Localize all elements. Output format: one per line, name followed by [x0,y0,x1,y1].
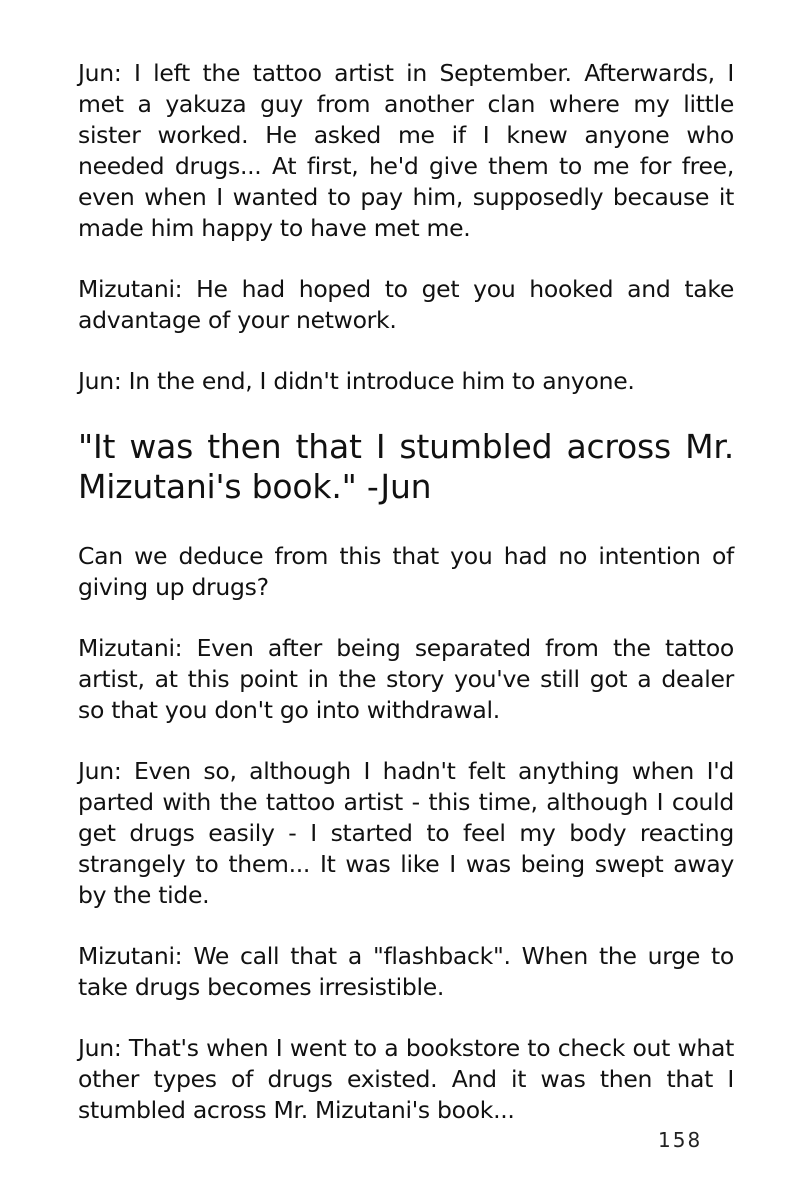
paragraph-jun-tattoo-artist: Jun: I left the tattoo artist in September. Afterwards, I met a yakuza guy from another clan where my little sister worked. He asked me if I knew anyone who needed drugs... At first, he'd give them to me for free, even when I wanted to pay him, supposedly because it made him happy to have met me. [78,59,734,242]
page-body [78,58,734,1126]
paragraph-jun-bookstore: Jun: That's when I went to a bookstore to check out what other types of drugs existed. And it was then that I stumbled across Mr. Mizutani's book... [78,1034,734,1124]
paragraph-interviewer-question: Can we deduce from this that you had no intention of giving up drugs? [78,542,734,601]
paragraph-mizutani-flashback: Mizutani: We call that a "flashback". When the urge to take drugs becomes irresistible. [78,942,734,1001]
paragraph-mizutani-dealer: Mizutani: Even after being separated from the tattoo artist, at this point in the story you've still got a dealer so that you don't go into withdrawal. [78,634,734,724]
pull-quote: "It was then that I stumbled across Mr. Mizutani's book." -Jun [78,427,734,506]
paragraph-jun-no-introduction: Jun: In the end, I didn't introduce him to anyone. [78,367,635,395]
paragraph-jun-tide: Jun: Even so, although I hadn't felt anything when I'd parted with the tattoo artist - this time, although I could get drugs easily - I started to feel my body reacting strangely to them... It was like I was being swept away by the tide. [78,757,734,909]
page-number: 158 [658,1128,703,1152]
paragraph-mizutani-hooked: Mizutani: He had hoped to get you hooked and take advantage of your network. [78,275,734,334]
